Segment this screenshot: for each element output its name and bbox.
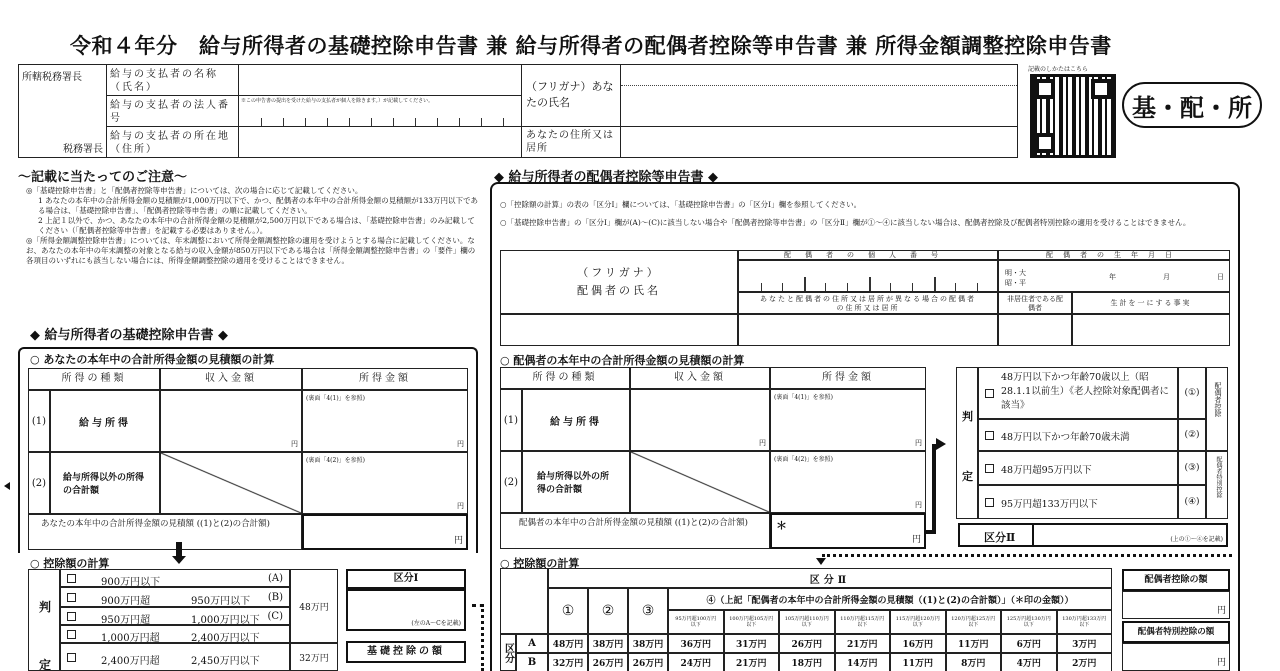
row2-income-na: [160, 452, 302, 514]
era-2: 昭・平: [1005, 279, 1026, 287]
birth-field[interactable]: [998, 260, 1230, 292]
deduction-cell: 36万円: [668, 634, 724, 653]
yen-unit: 円: [291, 440, 298, 448]
spouse-income-table: [500, 367, 926, 549]
spouse-special-field[interactable]: [1122, 643, 1230, 671]
row2-ref: (裏面「4(2)」を参照): [306, 457, 365, 464]
range-subhead: 130万円超133万円以下: [1057, 610, 1113, 634]
addr-diff-label: あなたと配偶者の住所又は居所が異なる場合の配偶者の住所又は居所: [738, 292, 998, 314]
yen-unit: 円: [457, 502, 464, 510]
furigana-name-label: （フリガナ）あなたの氏名: [522, 65, 621, 127]
kubun-corner: [500, 568, 548, 634]
payer-name-label: 給与の支払者の名称（氏名）: [107, 65, 239, 96]
yen-unit: 円: [457, 440, 464, 448]
deduction-cell: 38万円: [588, 634, 628, 653]
col-income-header: 収入金額: [630, 367, 770, 389]
kubun2-box[interactable]: [958, 523, 1228, 547]
row-key: A: [516, 634, 548, 653]
range-to: 2,450万円以下: [191, 656, 260, 667]
col-head: ③: [628, 588, 668, 634]
row1-no: (1): [28, 390, 50, 452]
row1-no: (1): [500, 389, 522, 451]
dotted-connector: [472, 604, 484, 671]
row1-ref: (裏面「4(1)」を参照): [306, 395, 365, 402]
your-name-field[interactable]: [621, 65, 1017, 127]
row1-amount-field[interactable]: [302, 390, 468, 452]
year-label: 年: [1109, 273, 1116, 281]
checkbox[interactable]: [67, 612, 76, 621]
note-item: ◎「所得金額調整控除申告書」については、年末調整において所得金額調整控除の適用を受けようとする場合に記載してください。なお、あなたの本年中の年末調整の対象となる給与の収入金額が850万円以下である場合は「所得金額調整控除申告書」の「要件」欄の各項目のいずれにも該当しない場合には、所得金額調整控除の適用を受けることはできません。: [26, 236, 476, 265]
deduction-cell: 4万円: [1001, 653, 1057, 671]
spouse-special-label: 配偶者特別控除の額: [1122, 621, 1230, 643]
yen-unit: 円: [1216, 658, 1226, 668]
payer-name-field[interactable]: [239, 65, 522, 96]
spouse-ded-side-label: 配偶者控除: [1206, 367, 1228, 451]
range-subhead: 120万円超125万円以下: [946, 610, 1002, 634]
payer-number-hint: ※この申告書の提出を受けた給与の支払者が個人を除きます。）が記載してください。: [241, 98, 434, 104]
judge-code: (②): [1178, 419, 1206, 451]
basic-income-table: [28, 368, 468, 550]
range-row-e[interactable]: [60, 643, 290, 671]
payer-number-label: 給与の支払者の法人番号: [107, 96, 239, 127]
spouse-name-label: （フリガナ）配偶者の氏名: [500, 250, 738, 314]
total-label: あなたの本年中の合計所得金額の見積額 ((1)と(2)の合計額): [28, 514, 302, 550]
deduction-cell: 31万円: [724, 634, 780, 653]
row1-income-field[interactable]: [160, 390, 302, 452]
birth-label: 配偶者の生年月日: [998, 250, 1230, 260]
spouse-deduction-heading: ○ 控除額の計算: [500, 557, 580, 570]
deduction-cell: 26万円: [628, 653, 668, 671]
spouse-number-label: 配偶者の個人番号: [738, 250, 998, 260]
spouse-deduction-table: [500, 568, 1112, 671]
deduction-cell: 16万円: [890, 634, 946, 653]
yen-unit: 円: [915, 439, 922, 447]
payer-address-label: 給与の支払者の所在地（住所）: [107, 127, 239, 157]
row2-label: 給与所得以外の所得の合計額: [522, 451, 630, 513]
era-1: 明・大: [1005, 269, 1026, 277]
judge-label-2: 定: [39, 658, 52, 671]
row2-label: 給与所得以外の所得の合計額: [50, 452, 160, 514]
judge-label-1: 判: [962, 410, 973, 423]
spouse-row1-amount-field[interactable]: [770, 389, 926, 451]
judge-row-1[interactable]: [978, 367, 1178, 419]
deduction-cell: 18万円: [779, 653, 835, 671]
yen-unit: 円: [911, 535, 921, 545]
checkbox[interactable]: [985, 389, 994, 398]
basic-deduction-heading: ○ 控除額の計算: [30, 557, 110, 570]
basic-section-heading: ◆ 給与所得者の基礎控除申告書 ◆: [30, 328, 229, 343]
deduction-cell: 11万円: [946, 634, 1002, 653]
notes-body: [26, 186, 482, 266]
spouse-ded-field[interactable]: [1122, 591, 1230, 619]
checkbox[interactable]: [67, 653, 76, 662]
row1-label: 給与所得: [50, 390, 160, 452]
judge-text: 48万円超95万円以下: [1001, 465, 1092, 476]
day-label: 日: [1217, 273, 1224, 281]
month-label: 月: [1163, 273, 1170, 281]
judge-col: [956, 367, 978, 519]
same-living-label: 生計を一にする事実: [1072, 292, 1230, 314]
table-title: 区分Ⅱ: [548, 568, 1112, 588]
kubun1-label: 区分Ⅰ: [346, 569, 466, 589]
range-subhead: 125万円超130万円以下: [1001, 610, 1057, 634]
judge-row-4[interactable]: [978, 485, 1178, 519]
range-row-a[interactable]: [60, 569, 290, 587]
range-row-d[interactable]: [60, 625, 290, 643]
header-table: [18, 64, 1018, 158]
nonresident-label: 非居住者である配偶者: [998, 292, 1072, 314]
col-amount-header: 所得金額: [302, 368, 468, 390]
spouse-number-field[interactable]: [738, 260, 998, 292]
range-subhead: 105万円超110万円以下: [779, 610, 835, 634]
basic-amount-label: 基礎控除の額: [346, 641, 466, 663]
judge-code: (③): [1178, 451, 1206, 485]
checkbox[interactable]: [67, 630, 76, 639]
payer-address-field[interactable]: [239, 127, 522, 157]
spouse-note-2: ○「基礎控除申告書」の「区分Ⅰ」欄が(A)～(C)に該当しない場合や「配偶者控除等申告書」の「区分Ⅱ」欄が①～④に該当しない場合は、配偶者控除及び配偶者特別控除の適用を受けることはできません。: [500, 218, 1191, 227]
col-type-header: 所得の種類: [500, 367, 630, 389]
kubun2-note: (上の①～④を記載): [1170, 536, 1223, 543]
yen-unit: 円: [453, 536, 463, 546]
right-arrow-icon: [936, 438, 946, 450]
tax-office-suffix: 税務署長: [63, 144, 103, 155]
col-amount-header: 所得金額: [770, 367, 926, 389]
range-to: 2,400万円以下: [191, 633, 260, 643]
basic-deduction-table: [28, 569, 338, 671]
col-head: ②: [588, 588, 628, 634]
deduction-cell: 32万円: [548, 653, 588, 671]
kubun2-label: 区分Ⅱ: [984, 531, 1016, 544]
spouse-total-label: 配偶者の本年中の合計所得金額の見積額 ((1)と(2)の合計額): [500, 513, 770, 549]
amount-48: 48万円: [290, 569, 338, 643]
deduction-cell: 8万円: [946, 653, 1002, 671]
judge-text: 48万円以下かつ年齢70歳未満: [1001, 432, 1130, 443]
judge-code: (④): [1178, 485, 1206, 519]
table-subtitle: ④（上記「配偶者の本年中の合計所得金額の見積額（(1)と(2)の合計額）」（＊印の金額））: [668, 588, 1112, 610]
down-arrow-head-icon: [816, 558, 826, 565]
spouse-calc-heading: ○ 配偶者の本年中の合計所得金額の見積額の計算: [500, 354, 745, 367]
checkbox[interactable]: [985, 431, 994, 440]
spouse-section-heading: ◆ 給与所得者の配偶者控除等申告書 ◆: [494, 170, 719, 185]
range-from: 900万円超: [101, 596, 151, 607]
range-to: 950万円以下: [191, 596, 251, 607]
range-code: (B): [267, 592, 283, 603]
range-row-b[interactable]: [60, 587, 290, 607]
col-head: ①: [548, 588, 588, 634]
tax-office-cell[interactable]: [19, 65, 107, 157]
checkbox[interactable]: [67, 593, 76, 602]
deduction-cell: 26万円: [779, 634, 835, 653]
down-arrow-head-icon: [172, 556, 186, 564]
deduction-cell: 14万円: [835, 653, 891, 671]
col-income-header: 収入金額: [160, 368, 302, 390]
judge-text: 95万円超133万円以下: [1001, 499, 1098, 510]
row1-ref: (裏面「4(1)」を参照): [774, 394, 833, 401]
judge-label-2: 定: [962, 470, 973, 483]
deduction-cell: 26万円: [588, 653, 628, 671]
spouse-row2-amount-field[interactable]: [770, 451, 926, 513]
row2-no: (2): [500, 451, 522, 513]
deduction-cell: 6万円: [1001, 634, 1057, 653]
yen-unit: 円: [759, 439, 766, 447]
checkbox[interactable]: [67, 574, 76, 583]
deduction-cell: 21万円: [724, 653, 780, 671]
note-item: ◎「基礎控除申告書」と「配偶者控除等申告書」については、次の場合に応じて記載してください。: [26, 186, 363, 195]
deduction-cell: 38万円: [628, 634, 668, 653]
asterisk-mark: ＊: [776, 519, 787, 532]
office-label: 所轄税務署長: [22, 72, 82, 83]
payer-number-field[interactable]: [239, 96, 522, 127]
judge-label-1: 判: [39, 600, 52, 614]
judge-row-2[interactable]: [978, 419, 1178, 451]
your-address-field[interactable]: [621, 127, 1017, 157]
yen-unit: 円: [915, 501, 922, 509]
spouse-address-field[interactable]: [738, 314, 998, 346]
same-living-field[interactable]: [1072, 314, 1230, 346]
dotted-connector: [822, 554, 1232, 557]
note-item: 2 上記１以外で、かつ、あなたの本年中の合計所得金額の見積額が2,500万円以下である場合は、「基礎控除申告書」のみ記載してください（「配偶者控除等申告書」を記載する必要はありません。）。: [38, 216, 475, 235]
range-from: 950万円超: [101, 615, 151, 625]
qr-code-icon[interactable]: [1030, 74, 1116, 158]
address-label: あなたの住所又は居所: [522, 127, 621, 157]
spouse-judgment-table: [956, 367, 1228, 519]
kubun1-field[interactable]: [346, 589, 466, 631]
range-subhead: 100万円超105万円以下: [724, 610, 780, 634]
row2-ref: (裏面「4(2)」を参照): [774, 456, 833, 463]
total-amount-field[interactable]: [302, 514, 468, 550]
kubun1-note: (左のA～Cを記載): [411, 620, 461, 627]
deduction-cell: 11万円: [890, 653, 946, 671]
checkbox[interactable]: [985, 464, 994, 473]
spouse-info-table: [500, 250, 1230, 346]
spouse-special-side-label: 配偶者特別控除: [1206, 451, 1228, 519]
spouse-name-field[interactable]: [500, 314, 738, 346]
left-arrow-icon: [4, 482, 10, 490]
nonresident-field[interactable]: [998, 314, 1072, 346]
spouse-total-field[interactable]: [770, 513, 926, 549]
range-from: 1,000万円超: [101, 633, 160, 643]
range-from: 2,400万円超: [101, 656, 160, 667]
row2-amount-field[interactable]: [302, 452, 468, 514]
spouse-ded-label: 配偶者控除の額: [1122, 569, 1230, 591]
qr-caption: 記載のしかたはこちら: [1028, 66, 1089, 73]
form-type-badge: 基・配・所: [1122, 82, 1262, 128]
range-code: (A): [267, 573, 283, 584]
deduction-cell: 48万円: [548, 634, 588, 653]
judge-row-3[interactable]: [978, 451, 1178, 485]
kubun-side-label: 区分: [500, 634, 516, 671]
spouse-row2-income-na: [630, 451, 770, 513]
range-code: (C): [267, 611, 283, 622]
deduction-cell: 2万円: [1057, 653, 1113, 671]
range-subhead: 110万円超115万円以下: [835, 610, 891, 634]
notes-heading: ～記載に当たってのご注意～: [18, 170, 188, 185]
row-key: B: [516, 653, 548, 671]
range-subhead: 95万円超100万円以下: [668, 610, 724, 634]
spouse-note-1: ○「控除額の計算」の表の「区分Ⅰ」欄については、「基礎控除申告書」の「区分Ⅰ」欄を参照してください。: [500, 200, 862, 209]
range-to: 1,000万円以下: [191, 615, 260, 625]
deduction-cell: 3万円: [1057, 634, 1113, 653]
range-from: 900万円以下: [101, 577, 161, 587]
row2-no: (2): [28, 452, 50, 514]
connector-line: [932, 444, 936, 534]
basic-calc-heading: ○ あなたの本年中の合計所得金額の見積額の計算: [30, 353, 275, 366]
note-item: 1 あなたの本年中の合計所得金額の見積額が1,000万円以下で、かつ、配偶者の本年中の合計所得金額の見積額が133万円以下である場合は、「基礎控除申告書」、「配偶者控除等申告書」の順に記載してください。: [38, 196, 478, 215]
spouse-row1-income-field[interactable]: [630, 389, 770, 451]
judge-col: [28, 569, 60, 671]
checkbox[interactable]: [985, 498, 994, 507]
deduction-cell: 21万円: [835, 634, 891, 653]
row1-label: 給与所得: [522, 389, 630, 451]
amount-32: 32万円: [290, 643, 338, 671]
page-title: 令和４年分 給与所得者の基礎控除申告書 兼 給与所得者の配偶者控除等申告書 兼 所得金額調整控除申告書: [70, 33, 1112, 58]
judge-code: (①): [1178, 367, 1206, 419]
col-type-header: 所得の種類: [28, 368, 160, 390]
judge-text: 48万円以下かつ年齢70歳以上（昭28.1.1以前生）《老人控除対象配偶者に該当》: [1001, 372, 1169, 411]
down-arrow-icon: [176, 542, 182, 556]
yen-unit: 円: [1216, 606, 1226, 616]
range-subhead: 115万円超120万円以下: [890, 610, 946, 634]
range-row-c[interactable]: [60, 607, 290, 625]
deduction-cell: 24万円: [668, 653, 724, 671]
